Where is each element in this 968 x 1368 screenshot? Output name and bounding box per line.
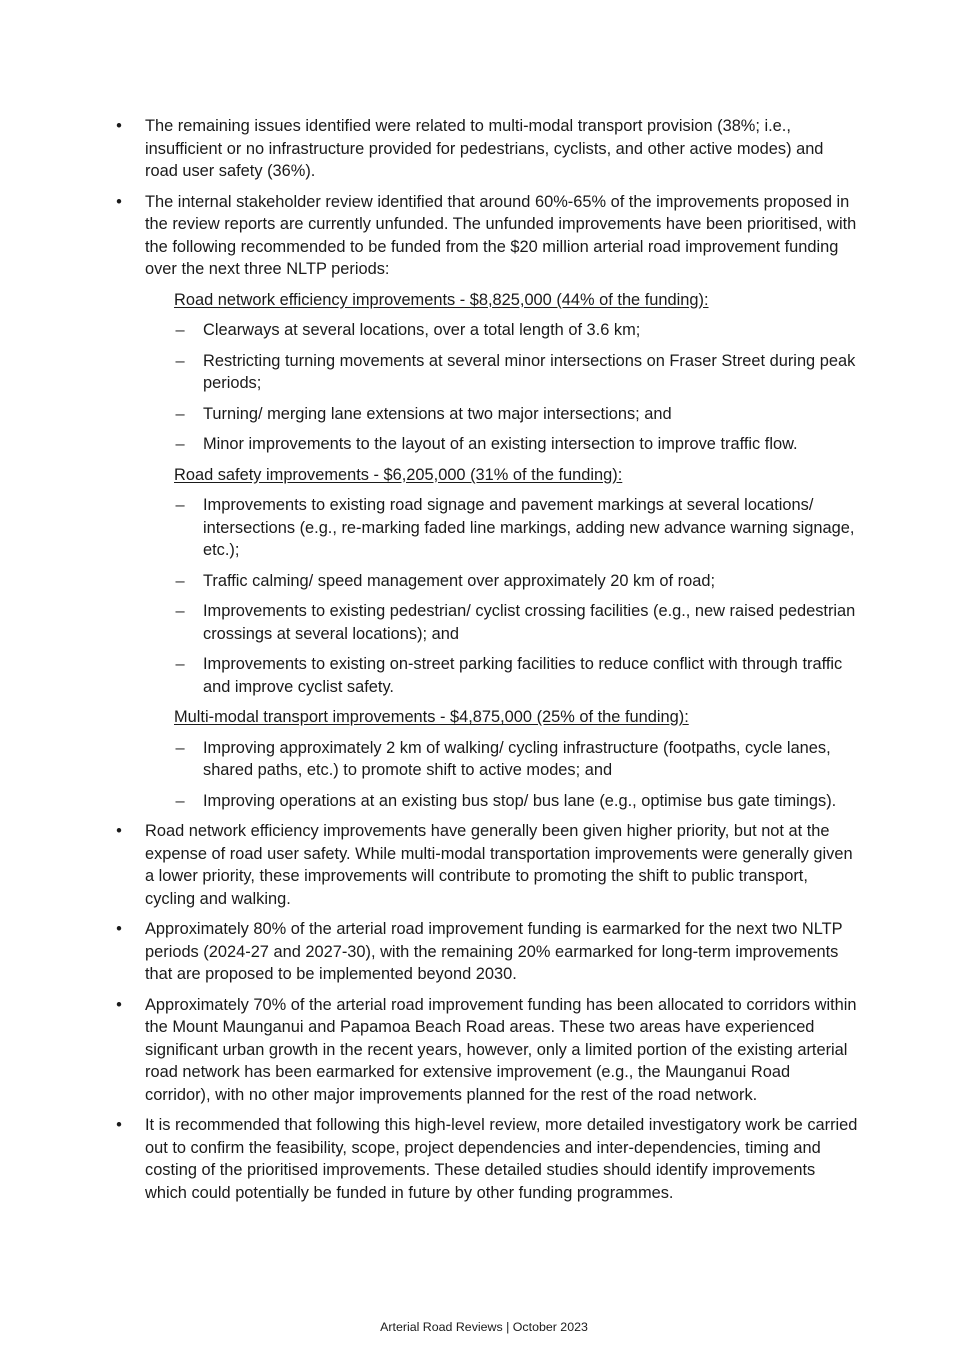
bullet-marker: • (116, 192, 122, 211)
bullet-item (113, 191, 858, 281)
dash-item-text: Improvements to existing pedestrian/ cyclist crossing facilities (e.g., new raised pedestrian crossings at several locations); and (203, 602, 856, 643)
dash-marker: – (175, 404, 185, 423)
dash-item-text: Clearways at several locations, over a total length of 3.6 km; (203, 321, 641, 339)
group-heading-multimodal: Multi-modal transport improvements - $4,875,000 (25% of the funding): (174, 708, 689, 726)
group-heading-efficiency: Road network efficiency improvements - $8,825,000 (44% of the funding): (174, 290, 709, 309)
bullet-marker: • (116, 822, 122, 840)
bullet-text: The remaining issues identified were related to multi-modal transport provision (38%; i.e., insufficient or no infrastructure provided for pedestrians, cyclists, and other active modes) and road user safety (36%). (145, 117, 824, 180)
dash-marker: – (175, 435, 185, 453)
dash-marker: – (175, 791, 185, 810)
dash-marker: – (175, 351, 185, 370)
dash-item (113, 350, 858, 395)
dash-item-text: Turning/ merging lane extensions at two major intersections; and (203, 404, 672, 423)
bullet-text: It is recommended that following this high-level review, more detailed investigatory work be carried out to confirm the feasibility, scope, project dependencies and inter-dependencies, timing and costing of the prioritised improvements. These detailed studies should identify improvements which could potentially be funded in future by other funding programmes. (145, 1116, 858, 1202)
dash-item-text: Improving approximately 2 km of walking/ cycling infrastructure (footpaths, cycle lanes, shared paths, etc.) to promote shift to active modes; and (203, 738, 831, 779)
dash-marker: – (175, 571, 185, 590)
dash-marker: – (175, 602, 185, 620)
bullet-item (113, 1114, 858, 1204)
dash-item (113, 319, 858, 342)
bullet-marker: • (116, 1116, 122, 1134)
dash-item-text: Improvements to existing road signage and pavement markings at several locations/ intersections (e.g., re-marking faded line markings, adding new advance warning signage, etc.); (203, 496, 855, 559)
dash-marker: – (175, 655, 185, 673)
bullet-item (113, 918, 858, 986)
group-heading-safety: Road safety improvements - $6,205,000 (31% of the funding): (174, 465, 623, 484)
dash-item-text: Minor improvements to the layout of an existing intersection to improve traffic flow. (203, 435, 798, 453)
dash-item-text: Traffic calming/ speed management over approximately 20 km of road; (203, 571, 715, 590)
bullet-marker: • (116, 117, 122, 135)
dash-item (113, 600, 858, 645)
bullet-item (113, 115, 858, 183)
bullet-text: Road network efficiency improvements have generally been given higher priority, but not at the expense of road user safety. While multi-modal transportation improvements were generally given a lower priority, these improvements will contribute to promoting the shift to public transport, cycling and walking. (145, 822, 853, 908)
dash-item (113, 494, 858, 562)
page-footer: Arterial Road Reviews | October 2023 (380, 1320, 588, 1334)
bullet-item (113, 994, 858, 1107)
dash-marker: – (175, 321, 185, 339)
bullet-text: The internal stakeholder review identified that around 60%-65% of the improvements proposed in the review reports are currently unfunded. The unfunded improvements have been prioritised, with the following recommended to be funded from the $20 million arterial road improvement funding over the next three NLTP periods: (145, 192, 857, 278)
dash-item-text: Improvements to existing on-street parking facilities to reduce conflict with through traffic and improve cyclist safety. (203, 655, 843, 696)
dash-item-text: Restricting turning movements at several minor intersections on Fraser Street during peak periods; (203, 351, 856, 392)
dash-item-text: Improving operations at an existing bus stop/ bus lane (e.g., optimise bus gate timings). (203, 791, 837, 810)
bullet-marker: • (116, 995, 122, 1014)
dash-marker: – (175, 496, 185, 514)
dash-item (113, 433, 858, 456)
dash-item (113, 790, 858, 813)
bullet-text: Approximately 70% of the arterial road improvement funding has been allocated to corridors within the Mount Maunganui and Papamoa Beach Road areas. These two areas have experienced significant urban growth in the recent years, however, only a limited portion of the existing arterial road network has been earmarked for extensive improvement (e.g., the Maunganui Road corridor), with no other major improvements planned for the rest of the road network. (145, 995, 857, 1104)
dash-item (113, 653, 858, 698)
dash-item (113, 403, 858, 426)
bullet-marker: • (116, 920, 122, 938)
bullet-text: Approximately 80% of the arterial road improvement funding is earmarked for the next two NLTP periods (2024-27 and 2027-30), with the remaining 20% earmarked for long-term improvements that are proposed to be implemented beyond 2030. (145, 920, 843, 983)
dash-marker: – (175, 738, 185, 757)
dash-item (113, 737, 858, 782)
dash-item (113, 570, 858, 593)
bullet-item (113, 820, 858, 910)
page-content (113, 115, 858, 1212)
